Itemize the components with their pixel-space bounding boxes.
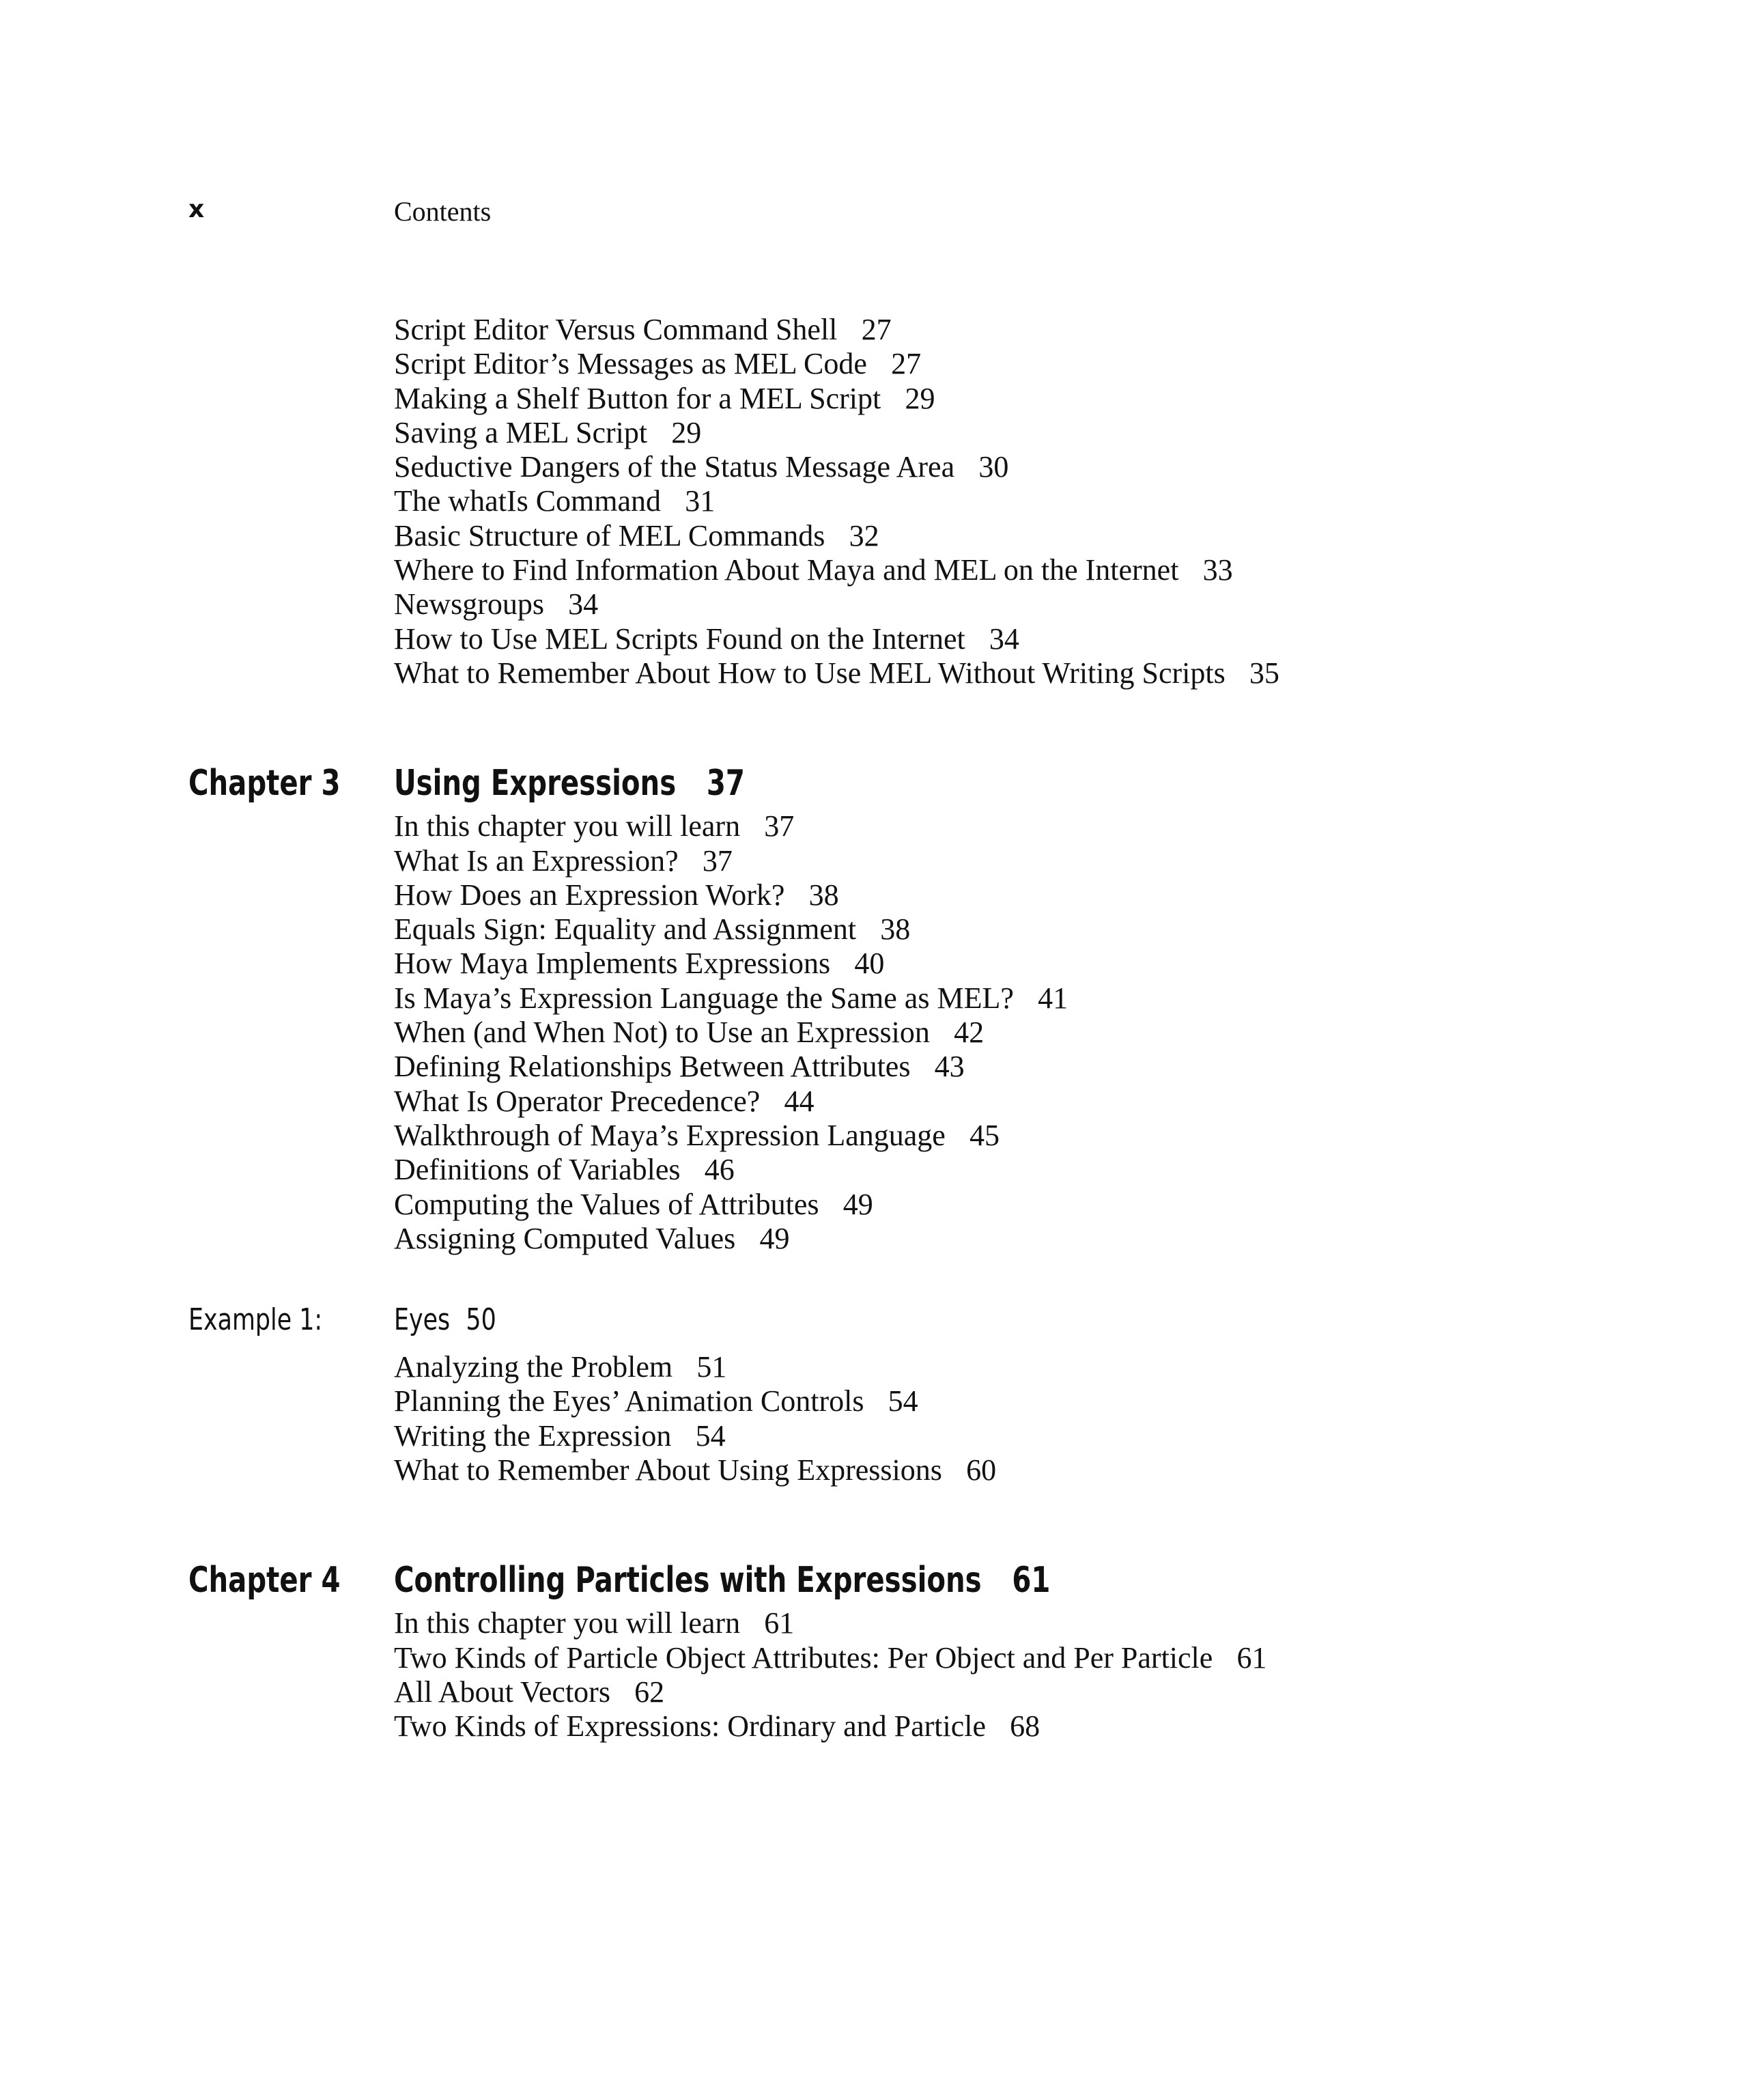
toc-entry-page: 60 bbox=[966, 1453, 997, 1487]
toc-entry-page: 45 bbox=[969, 1118, 1000, 1152]
toc-entry bbox=[394, 587, 1741, 621]
example-title: Eyes bbox=[394, 1302, 451, 1338]
toc-entry bbox=[394, 1084, 1741, 1119]
toc-entry-page: 34 bbox=[989, 621, 1019, 656]
toc-entry-title: How Maya Implements Expressions bbox=[394, 947, 831, 981]
toc-entry-list bbox=[0, 809, 1741, 1256]
toc-entry-page: 61 bbox=[1236, 1640, 1267, 1675]
toc-entry-title: Equals Sign: Equality and Assignment bbox=[394, 912, 857, 947]
toc-entry-page: 40 bbox=[854, 947, 885, 981]
toc-entry bbox=[394, 1384, 1741, 1418]
toc-entry bbox=[394, 416, 1741, 450]
toc-entry-page: 30 bbox=[978, 450, 1009, 484]
toc-entry-page: 31 bbox=[685, 484, 716, 518]
toc-entry-page: 51 bbox=[696, 1350, 727, 1384]
example-page-number: 50 bbox=[466, 1302, 496, 1338]
toc-entry-title: All About Vectors bbox=[394, 1675, 610, 1709]
toc-entry-title: Analyzing the Problem bbox=[394, 1350, 673, 1384]
example-title-line bbox=[394, 1302, 496, 1337]
page-number: x bbox=[188, 195, 205, 223]
toc-entry-page: 61 bbox=[764, 1606, 795, 1640]
toc-entry-title: Is Maya’s Expression Language the Same as MEL? bbox=[394, 981, 1014, 1015]
toc-entry-title: Computing the Values of Attributes bbox=[394, 1187, 819, 1221]
toc-entry-title: Two Kinds of Particle Object Attributes: Per Object and Per Particle bbox=[394, 1640, 1213, 1675]
chapter-title: Using Expressions bbox=[394, 763, 677, 804]
chapter-title-line bbox=[394, 1560, 1050, 1601]
toc-entry bbox=[394, 878, 1741, 912]
chapter-heading bbox=[0, 757, 1741, 809]
toc-entry bbox=[394, 912, 1741, 947]
toc-entry-page: 54 bbox=[695, 1418, 726, 1453]
toc-entry-title: Making a Shelf Button for a MEL Script bbox=[394, 381, 881, 415]
toc-entry bbox=[394, 1188, 1741, 1222]
toc-entry-list bbox=[0, 1350, 1741, 1487]
toc-entry-page: 37 bbox=[764, 809, 795, 843]
toc-entry-title: Newsgroups bbox=[394, 587, 544, 621]
toc-entry-page: 68 bbox=[1010, 1709, 1041, 1744]
toc-entry bbox=[394, 313, 1741, 347]
toc-entry-title: Assigning Computed Values bbox=[394, 1221, 736, 1255]
toc-entry-title: Where to Find Information About Maya and MEL on the Internet bbox=[394, 553, 1179, 587]
toc-entry-page: 34 bbox=[568, 587, 599, 621]
toc-entry bbox=[394, 656, 1741, 690]
toc-entry-page: 38 bbox=[880, 912, 911, 947]
toc-entry-title: The whatIs Command bbox=[394, 484, 662, 518]
toc-entry-page: 54 bbox=[888, 1384, 918, 1418]
page-header bbox=[0, 195, 1741, 236]
toc-entry bbox=[394, 1016, 1741, 1050]
toc-entry bbox=[394, 1606, 1741, 1640]
toc-entry-title: In this chapter you will learn bbox=[394, 809, 741, 843]
toc-entry-page: 32 bbox=[849, 518, 879, 552]
toc-entry bbox=[394, 1119, 1741, 1153]
toc-entry bbox=[394, 1453, 1741, 1487]
toc-entry-page: 49 bbox=[843, 1187, 873, 1221]
toc-entry bbox=[394, 1675, 1741, 1709]
toc-entry-title: What Is an Expression? bbox=[394, 843, 679, 878]
toc-entry-page: 27 bbox=[861, 313, 892, 346]
toc-entry bbox=[394, 1641, 1741, 1675]
example-label: Example 1: bbox=[188, 1302, 323, 1338]
chapter-label: Chapter 3 bbox=[188, 763, 341, 804]
toc-entry-page: 62 bbox=[634, 1675, 665, 1709]
chapter-page-number: 37 bbox=[706, 763, 745, 804]
toc-entry bbox=[394, 484, 1741, 518]
toc-entry-page: 29 bbox=[671, 415, 702, 449]
toc-entry-page: 35 bbox=[1249, 656, 1279, 690]
toc-entry-title: Script Editor’s Messages as MEL Code bbox=[394, 347, 867, 381]
toc-entry bbox=[394, 981, 1741, 1016]
table-of-contents bbox=[0, 313, 1741, 1744]
toc-entry bbox=[394, 1153, 1741, 1187]
chapter-title: Controlling Particles with Expressions bbox=[394, 1560, 982, 1601]
chapter-page-number: 61 bbox=[1012, 1560, 1051, 1601]
toc-entry bbox=[394, 450, 1741, 484]
toc-entry bbox=[394, 382, 1741, 416]
toc-entry-title: How Does an Expression Work? bbox=[394, 878, 785, 912]
toc-entry bbox=[394, 347, 1741, 381]
toc-entry bbox=[394, 553, 1741, 587]
toc-entry bbox=[394, 947, 1741, 981]
chapter-heading bbox=[0, 1554, 1741, 1606]
toc-entry bbox=[394, 519, 1741, 553]
toc-entry-title: Seductive Dangers of the Status Message Area bbox=[394, 450, 955, 484]
toc-entry-title: Writing the Expression bbox=[394, 1418, 672, 1453]
toc-entry-list bbox=[0, 313, 1741, 690]
toc-entry-title: When (and When Not) to Use an Expression bbox=[394, 1016, 930, 1050]
toc-entry-page: 33 bbox=[1202, 553, 1233, 587]
toc-entry-title: In this chapter you will learn bbox=[394, 1606, 741, 1640]
toc-entry-page: 49 bbox=[759, 1221, 790, 1255]
running-head: Contents bbox=[394, 196, 492, 227]
toc-entry-page: 38 bbox=[808, 878, 839, 912]
toc-entry-title: Two Kinds of Expressions: Ordinary and Particle bbox=[394, 1709, 986, 1744]
toc-entry bbox=[394, 622, 1741, 656]
toc-entry bbox=[394, 1222, 1741, 1256]
toc-entry bbox=[394, 809, 1741, 843]
example-heading bbox=[0, 1297, 1741, 1350]
toc-entry-page: 43 bbox=[934, 1050, 965, 1084]
toc-entry-title: What to Remember About How to Use MEL Without Writing Scripts bbox=[394, 656, 1226, 690]
toc-entry-title: Basic Structure of MEL Commands bbox=[394, 518, 825, 552]
toc-entry-title: Definitions of Variables bbox=[394, 1153, 681, 1187]
chapter-label: Chapter 4 bbox=[188, 1560, 341, 1601]
toc-entry-page: 27 bbox=[891, 347, 922, 381]
toc-entry bbox=[394, 1419, 1741, 1453]
toc-entry-title: Script Editor Versus Command Shell bbox=[394, 313, 838, 346]
toc-entry bbox=[394, 1350, 1741, 1384]
toc-entry-page: 29 bbox=[905, 381, 935, 415]
toc-entry bbox=[394, 844, 1741, 878]
toc-entry-list bbox=[0, 1606, 1741, 1744]
toc-entry-title: How to Use MEL Scripts Found on the Internet bbox=[394, 621, 965, 656]
toc-entry-page: 37 bbox=[702, 843, 733, 878]
toc-entry bbox=[394, 1050, 1741, 1084]
toc-entry-title: Planning the Eyes’ Animation Controls bbox=[394, 1384, 864, 1418]
toc-entry-title: What Is Operator Precedence? bbox=[394, 1084, 761, 1118]
toc-entry-page: 46 bbox=[704, 1153, 735, 1187]
toc-entry-page: 41 bbox=[1038, 981, 1068, 1015]
toc-entry-title: What to Remember About Using Expressions bbox=[394, 1453, 942, 1487]
toc-entry-title: Saving a MEL Script bbox=[394, 415, 648, 449]
chapter-title-line bbox=[394, 763, 745, 804]
toc-entry-title: Walkthrough of Maya’s Expression Language bbox=[394, 1118, 946, 1152]
toc-entry bbox=[394, 1709, 1741, 1744]
toc-entry-page: 42 bbox=[954, 1016, 985, 1050]
toc-entry-page: 44 bbox=[784, 1084, 815, 1118]
toc-entry-title: Defining Relationships Between Attributes bbox=[394, 1050, 911, 1084]
